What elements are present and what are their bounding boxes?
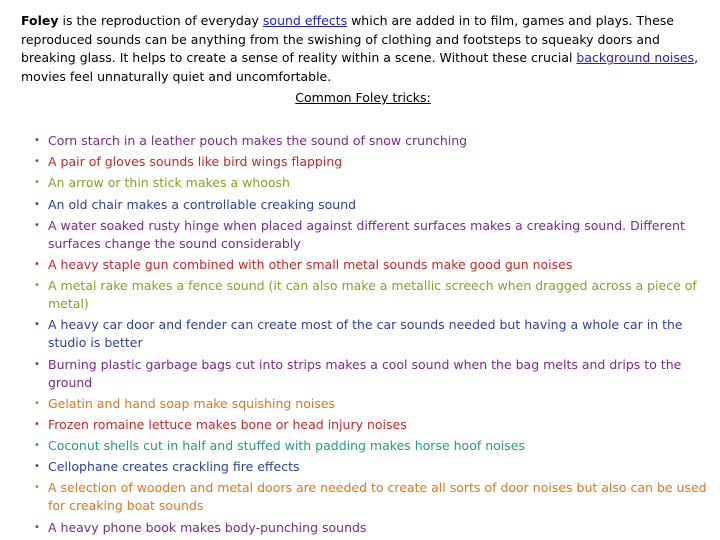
bullet-icon: • bbox=[34, 440, 40, 452]
list-item-text: Coconut shells cut in half and stuffed with padding makes horse hoof noises bbox=[48, 438, 525, 454]
list-item bbox=[0, 277, 713, 313]
list-item bbox=[0, 196, 713, 214]
foley-term: Foley bbox=[21, 13, 59, 28]
list-item-text: A pair of gloves sounds like bird wings flapping bbox=[48, 154, 343, 170]
list-item bbox=[0, 416, 713, 434]
intro-text-2: which are added in to film, games and plays. These reproduced sounds can be anything from the swishing of clothing and footsteps to squeaky doors and breaking glass. It helps to create a sense of reality within a scene. Without these crucial bbox=[21, 13, 674, 65]
list-item bbox=[0, 458, 713, 476]
list-item-text: A water soaked rusty hinge when placed against different surfaces makes a creaking sound. Different surfaces change the sound considerably bbox=[48, 217, 685, 251]
bullet-icon: • bbox=[34, 482, 40, 494]
intro-text-3: , movies feel unnaturally quiet and uncomfortable. bbox=[21, 50, 699, 84]
background-noises-link[interactable]: background noises bbox=[576, 50, 695, 65]
bullet-icon: • bbox=[34, 135, 40, 146]
bullet-icon: • bbox=[34, 198, 40, 210]
list-item bbox=[0, 519, 713, 537]
list-item-text: A heavy phone book makes body-punching sounds bbox=[48, 519, 367, 535]
intro-paragraph bbox=[21, 12, 711, 86]
list-item bbox=[0, 395, 713, 413]
list-item bbox=[0, 217, 713, 253]
bullet-icon: • bbox=[34, 397, 40, 409]
foley-tricks-list bbox=[0, 132, 720, 540]
list-item bbox=[0, 316, 713, 352]
bullet-icon: • bbox=[34, 358, 40, 370]
list-item bbox=[0, 479, 713, 515]
list-item-text: Burning plastic garbage bags cut into strips makes a cool sound when the bag melts and drips to the ground bbox=[48, 356, 682, 390]
list-item-text: A heavy car door and fender can create most of the car sounds needed but having a whole car in the studio is better bbox=[48, 317, 683, 351]
bullet-icon: • bbox=[34, 319, 40, 331]
list-item-text: Frozen romaine lettuce makes bone or head injury noises bbox=[48, 416, 407, 432]
list-item-text: Corn starch in a leather pouch makes the sound of snow crunching bbox=[48, 133, 468, 148]
list-item bbox=[0, 132, 713, 150]
sound-effects-link[interactable]: sound effects bbox=[262, 13, 348, 28]
list-item bbox=[0, 356, 713, 392]
bullet-icon: • bbox=[34, 418, 40, 430]
list-item-text: Gelatin and hand soap make squishing noises bbox=[48, 395, 336, 411]
list-item bbox=[0, 174, 713, 192]
list-item-text: A heavy staple gun combined with other small metal sounds make good gun noises bbox=[48, 256, 573, 272]
section-heading: Common Foley tricks: bbox=[295, 90, 431, 105]
list-item-text: A metal rake makes a fence sound (it can also make a metallic screech when dragged across a piece of metal) bbox=[48, 278, 697, 312]
list-item bbox=[0, 153, 713, 171]
bullet-icon: • bbox=[34, 177, 40, 189]
bullet-icon: • bbox=[34, 461, 40, 473]
list-item-text: An arrow or thin stick makes a whoosh bbox=[48, 175, 290, 191]
bullet-icon: • bbox=[34, 258, 40, 270]
list-item-text: A selection of wooden and metal doors are needed to create all sorts of door noises but also can be used for creaking boat sounds bbox=[48, 480, 707, 514]
list-item bbox=[0, 437, 713, 455]
list-item-text: An old chair makes a controllable creaking sound bbox=[48, 196, 357, 212]
bullet-icon: • bbox=[34, 280, 40, 292]
list-item-text: Cellophane creates crackling fire effects bbox=[48, 459, 300, 475]
intro-text-1: is the reproduction of everyday bbox=[58, 13, 263, 28]
bullet-icon: • bbox=[34, 521, 40, 533]
list-item bbox=[0, 256, 713, 274]
bullet-icon: • bbox=[34, 156, 40, 168]
bullet-icon: • bbox=[34, 219, 40, 231]
